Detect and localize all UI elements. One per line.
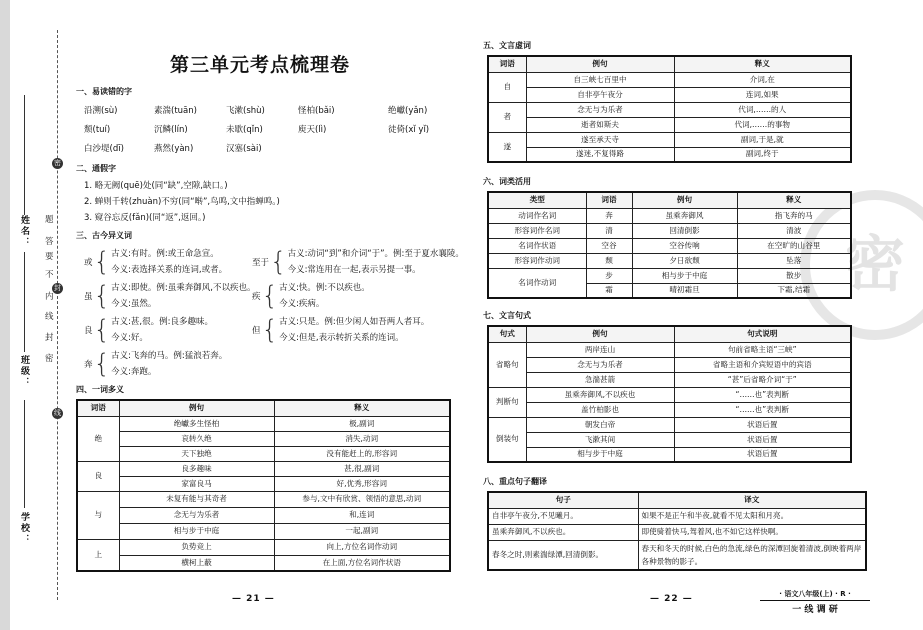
table-row <box>488 540 866 570</box>
seal-mark-middle: 封 <box>54 284 61 292</box>
tongjia-list <box>84 178 456 226</box>
school-label: 学校： <box>19 512 29 545</box>
meaning-cell: 参与,文中有欣赏、领悟的意思,动词 <box>274 491 450 507</box>
gujin-item: 良 { 古义:甚,很。例:良多趣味。 今义:好。 <box>84 315 213 345</box>
column-header: 译文 <box>638 492 866 508</box>
table-header-row <box>77 400 450 416</box>
word-cell: 与 <box>77 491 119 539</box>
table-row <box>488 238 851 253</box>
section-heading: 四、一词多义 <box>76 385 124 394</box>
table-row <box>488 402 851 417</box>
sentence-cell: 自非亭午夜分,不见曦月。 <box>488 508 638 524</box>
section-gujin-yiyi <box>76 230 461 241</box>
example-cell: 遂迷,不复得路 <box>526 147 674 162</box>
gujin-modern: 今义:疾病。 <box>279 299 325 309</box>
example-cell: 夕日欲颓 <box>632 253 737 268</box>
word-cell: 上 <box>77 539 119 571</box>
meaning-cell: 好,优秀,形容词 <box>274 476 450 491</box>
gujin-ancient: 古义:有时。例:或王命急宣。 <box>111 249 219 259</box>
table-row <box>488 357 851 372</box>
explain-cell: 省略主语和介宾短语中的宾语 <box>674 357 851 372</box>
column-header: 类型 <box>488 192 586 208</box>
column-header: 例句 <box>526 56 674 72</box>
word-cell: 绝 <box>77 416 119 461</box>
meaning-cell: 清波 <box>737 223 851 238</box>
sentence-cell: 春冬之时,则素湍绿潭,回清倒影。 <box>488 540 638 570</box>
misread-word: 燕然(yàn) <box>154 144 194 154</box>
meaning-cell: 甚,很,副词 <box>274 461 450 476</box>
table-row <box>488 524 866 540</box>
misread-row <box>84 102 456 121</box>
seal-mark-bottom: 线 <box>54 409 61 417</box>
confidential-watermark: 密 <box>800 190 923 340</box>
table-row <box>488 72 851 87</box>
meaning-cell: 在上面,方位名词作状语 <box>274 555 450 571</box>
example-cell: 良多趣味 <box>119 461 274 476</box>
gujin-item: 奔 { 古义:飞奔的马。例:猛浪若奔。 今义:奔跑。 <box>84 349 228 379</box>
gujin-modern: 今义:好。 <box>111 333 148 343</box>
huoyong-table-wrap <box>487 191 852 299</box>
sentence-cell: 虽乘奔御风,不以疾也。 <box>488 524 638 540</box>
xuci-table-wrap <box>487 55 852 163</box>
gujin-modern: 今义:但是,表示转折关系的连词。 <box>279 333 404 343</box>
section-polysemy <box>76 384 461 395</box>
table-row <box>77 431 450 446</box>
meaning-cell: 一起,副词 <box>274 523 450 539</box>
gujin-ancient: 古义:只是。例:但少闲人如吾两人者耳。 <box>279 317 430 327</box>
gujin-item: 或 { 古义:有时。例:或王命急宣。 今义:表选择关系的连词,或者。 <box>84 247 228 277</box>
list-item: 3. 窥谷忘反(fǎn)(同“返”,返回。) <box>84 213 206 223</box>
meaning-cell: 没有能赶上的,形容词 <box>274 446 450 461</box>
polysemy-table <box>76 399 451 572</box>
example-cell: 飞漱其间 <box>526 432 674 447</box>
meaning-cell: 副词,于是,就 <box>674 132 851 147</box>
gujin-ancient: 古义:飞奔的马。例:猛浪若奔。 <box>111 351 228 361</box>
class-label: 班级： <box>19 355 29 388</box>
gujin-modern: 今义:表选择关系的连词,或者。 <box>111 265 228 275</box>
page-title: 第三单元考点梳理卷 <box>169 54 350 76</box>
meaning-cell: 副词,终于 <box>674 147 851 162</box>
column-header: 句式说明 <box>674 326 851 342</box>
example-cell: 遂至承天寺 <box>526 132 674 147</box>
column-header: 例句 <box>119 400 274 416</box>
misread-row <box>84 121 456 140</box>
example-cell: 虽乘奔御风 <box>632 208 737 223</box>
example-cell: 虽乘奔御风,不以疾也 <box>526 387 674 402</box>
example-cell: 朝发白帝 <box>526 417 674 432</box>
xuci-table <box>487 55 852 163</box>
column-header: 释义 <box>737 192 851 208</box>
example-cell: 相与步于中庭 <box>632 268 737 283</box>
column-header: 句式 <box>488 326 526 342</box>
explain-cell: “甚”后省略介词“于” <box>674 372 851 387</box>
example-cell: 盖竹柏影也 <box>526 402 674 417</box>
type-cell: 倒装句 <box>488 417 526 462</box>
misread-word: 汉塞(sài) <box>226 144 262 154</box>
column-header: 释义 <box>674 56 851 72</box>
section-tongjia <box>76 163 456 226</box>
table-header-row <box>488 192 851 208</box>
warning-word: 密 <box>45 354 54 364</box>
meaning-cell: 代词,……的人 <box>674 102 851 117</box>
type-cell: 形容词作动词 <box>488 253 586 268</box>
translation-cell: 如果不是正午和半夜,就看不见太阳和月亮。 <box>638 508 866 524</box>
column-header: 词语 <box>77 400 119 416</box>
table-row <box>488 417 851 432</box>
name-label: 姓名： <box>19 215 29 248</box>
column-header: 例句 <box>526 326 674 342</box>
misread-word: 沉鳞(lín) <box>154 125 188 135</box>
word-cell: 自 <box>488 72 526 102</box>
warning-word: 线 <box>45 312 54 322</box>
table-row <box>488 132 851 147</box>
example-cell: 两岸连山 <box>526 342 674 357</box>
meaning-cell: 向上,方位名词作动词 <box>274 539 450 555</box>
misread-word: 颓(tuí) <box>84 125 111 135</box>
gujin-modern: 今义:奔跑。 <box>111 367 157 377</box>
word-cell: 者 <box>488 102 526 132</box>
page-number-left: — 21 — <box>232 594 275 604</box>
gujin-word: 但 <box>252 326 261 336</box>
table-row <box>488 432 851 447</box>
meaning-cell: 散步 <box>737 268 851 283</box>
table-row <box>488 372 851 387</box>
warning-word: 答 <box>45 237 54 247</box>
type-cell: 动词作名词 <box>488 208 586 223</box>
explain-cell: 状语后置 <box>674 417 851 432</box>
example-cell: 哀转久绝 <box>119 431 274 446</box>
table-row <box>488 102 851 117</box>
gujin-item: 虽 { 古义:即使。例:虽乘奔御风,不以疾也。 今义:虽然。 <box>84 281 256 311</box>
table-header-row <box>488 326 851 342</box>
example-cell: 相与步于中庭 <box>119 523 274 539</box>
meaning-cell: 极,副词 <box>274 416 450 431</box>
table-row <box>488 447 851 462</box>
section-heading: 二、通假字 <box>76 164 116 173</box>
name-line <box>24 95 25 215</box>
table-row <box>77 476 450 491</box>
table-row <box>77 523 450 539</box>
jushi-table <box>487 325 852 463</box>
table-header-row <box>488 56 851 72</box>
meaning-cell: 介词,在 <box>674 72 851 87</box>
example-cell: 绝巘多生怪柏 <box>119 416 274 431</box>
meaning-cell: 消失,动词 <box>274 431 450 446</box>
section-heading: 七、文言句式 <box>483 311 531 320</box>
example-cell: 空谷传响 <box>632 238 737 253</box>
section-easy-misread <box>76 86 456 159</box>
table-row <box>77 491 450 507</box>
type-cell: 名词作状语 <box>488 238 586 253</box>
column-header: 句子 <box>488 492 638 508</box>
seal-mark-top: 密 <box>54 159 61 167</box>
huoyong-table <box>487 191 852 299</box>
table-row <box>488 387 851 402</box>
meaning-cell: 在空旷的山谷里 <box>737 238 851 253</box>
list-item: 1. 略无阙(quē)处(同“缺”,空隙,缺口。) <box>84 181 228 191</box>
section-heading: 六、词类活用 <box>483 177 531 186</box>
example-cell: 负势竞上 <box>119 539 274 555</box>
explain-cell: “……也”表判断 <box>674 387 851 402</box>
binding-margin <box>0 0 62 630</box>
warning-word: 内 <box>45 292 54 302</box>
gujin-ancient: 古义:即使。例:虽乘奔御风,不以疾也。 <box>111 283 256 293</box>
meaning-cell: 连词,如果 <box>674 87 851 102</box>
word-cell: 颓 <box>586 253 632 268</box>
translation-table-wrap <box>487 491 867 571</box>
gujin-ancient: 古义:动词“到”和介词“于”。例:至于夏水襄陵。 <box>287 249 464 259</box>
table-row <box>77 507 450 523</box>
table-row <box>488 117 851 132</box>
meaning-cell: 坠落 <box>737 253 851 268</box>
example-cell: 回清倒影 <box>632 223 737 238</box>
type-cell: 判断句 <box>488 387 526 417</box>
gujin-word: 或 <box>84 258 93 268</box>
table-row <box>77 416 450 431</box>
word-cell: 良 <box>77 461 119 491</box>
table-row <box>488 147 851 162</box>
class-line <box>24 252 25 352</box>
gujin-item: 疾 { 古义:快。例:不以疾也。 今义:疾病。 <box>252 281 370 311</box>
misread-word: 飞漱(shù) <box>226 106 265 116</box>
misread-word: 白沙堤(dī) <box>84 144 124 154</box>
word-cell: 步 <box>586 268 632 283</box>
example-cell: 天下独绝 <box>119 446 274 461</box>
misread-word: 怪柏(bǎi) <box>298 106 335 116</box>
example-cell: 相与步于中庭 <box>526 447 674 462</box>
table-row <box>77 446 450 461</box>
word-cell: 奔 <box>586 208 632 223</box>
translation-table <box>487 491 867 571</box>
explain-cell: 状语后置 <box>674 432 851 447</box>
column-header: 释义 <box>274 400 450 416</box>
type-cell: 名词作动词 <box>488 268 586 298</box>
table-row <box>488 342 851 357</box>
explain-cell: 句前省略主语“三峡” <box>674 342 851 357</box>
gujin-ancient: 古义:快。例:不以疾也。 <box>279 283 370 293</box>
table-row <box>488 508 866 524</box>
example-cell: 家富良马 <box>119 476 274 491</box>
example-cell: 念无与为乐者 <box>526 357 674 372</box>
gujin-word: 良 <box>84 326 93 336</box>
misread-word: 绝巘(yǎn) <box>388 106 428 116</box>
section-heading: 三、古今异义词 <box>76 231 132 240</box>
meaning-cell: 和,连词 <box>274 507 450 523</box>
seal-dashed-line <box>57 30 58 600</box>
warning-word: 要 <box>45 252 54 262</box>
gujin-word: 至于 <box>252 258 270 268</box>
meaning-cell: 下霜,结霜 <box>737 283 851 298</box>
table-row <box>77 461 450 476</box>
jushi-table-wrap <box>487 325 852 463</box>
table-row <box>488 268 851 283</box>
gujin-modern: 今义:虽然。 <box>111 299 157 309</box>
warning-word: 不 <box>45 270 54 280</box>
gujin-word: 虽 <box>84 292 93 302</box>
gujin-word: 奔 <box>84 360 93 370</box>
gujin-ancient: 古义:甚,很。例:良多趣味。 <box>111 317 213 327</box>
page-number-right: — 22 — <box>650 594 693 604</box>
example-cell: 急湍甚箭 <box>526 372 674 387</box>
example-cell: 自非亭午夜分 <box>526 87 674 102</box>
table-row <box>77 539 450 555</box>
table-row <box>488 223 851 238</box>
misread-word: 素湍(tuān) <box>154 106 197 116</box>
word-cell: 空谷 <box>586 238 632 253</box>
example-cell: 逝者如斯夫 <box>526 117 674 132</box>
table-header-row <box>488 492 866 508</box>
gujin-word: 疾 <box>252 292 261 302</box>
table-row <box>488 253 851 268</box>
example-cell: 自三峡七百里中 <box>526 72 674 87</box>
type-cell: 省略句 <box>488 342 526 387</box>
polysemy-table-wrap <box>76 399 451 572</box>
gujin-item: 至于 { 古义:动词“到”和介词“于”。例:至于夏水襄陵。 今义:常连用在一起,表示另提一事。 <box>252 247 464 277</box>
example-cell: 念无与为乐者 <box>119 507 274 523</box>
meaning-cell: 代词,……的事物 <box>674 117 851 132</box>
misread-word: 未歇(qǐn) <box>226 125 263 135</box>
table-row <box>488 87 851 102</box>
column-header: 例句 <box>632 192 737 208</box>
type-cell: 形容词作名词 <box>488 223 586 238</box>
example-cell: 未复有能与其奇者 <box>119 491 274 507</box>
table-row <box>77 555 450 571</box>
misread-word: 庾天(lì) <box>298 125 327 135</box>
misread-grid <box>84 102 456 159</box>
translation-cell: 春天和冬天的时候,白色的急流,绿色的深潭回旋着清波,倒映着两岸各种景物的影子。 <box>638 540 866 570</box>
misread-row <box>84 140 456 159</box>
explain-cell: “……也”表判断 <box>674 402 851 417</box>
example-cell: 晴初霜旦 <box>632 283 737 298</box>
misread-word: 沿溯(sù) <box>84 106 118 116</box>
footer-series: · 语文八年级(上) · R · <box>779 590 851 598</box>
section-heading: 八、重点句子翻译 <box>483 477 547 486</box>
gujin-modern: 今义:常连用在一起,表示另提一事。 <box>287 265 421 275</box>
example-cell: 横柯上蔽 <box>119 555 274 571</box>
warning-word: 题 <box>45 215 54 225</box>
misread-word: 徒倚(xǐ yǐ) <box>388 125 430 135</box>
explain-cell: 状语后置 <box>674 447 851 462</box>
word-cell: 遂 <box>488 132 526 162</box>
section-heading: 五、文言虚词 <box>483 41 531 50</box>
meaning-cell: 指飞奔的马 <box>737 208 851 223</box>
margin-shade <box>0 0 10 630</box>
footer-brand: 一 线 调 研 <box>760 600 870 615</box>
column-header: 词语 <box>488 56 526 72</box>
school-line <box>24 400 25 508</box>
word-cell: 清 <box>586 223 632 238</box>
gujin-item: 但 { 古义:只是。例:但少闲人如吾两人者耳。 今义:但是,表示转折关系的连词。 <box>252 315 430 345</box>
example-cell: 念无与为乐者 <box>526 102 674 117</box>
word-cell: 霜 <box>586 283 632 298</box>
section-heading: 一、易读错的字 <box>76 87 132 96</box>
translation-cell: 即使骑着快马,驾着风,也不如它这样快啊。 <box>638 524 866 540</box>
list-item: 2. 蝉则千转(zhuàn)不穷(同“啭”,鸟鸣,文中指蝉鸣。) <box>84 197 280 207</box>
column-header: 词语 <box>586 192 632 208</box>
warning-word: 封 <box>45 333 54 343</box>
table-row <box>488 208 851 223</box>
